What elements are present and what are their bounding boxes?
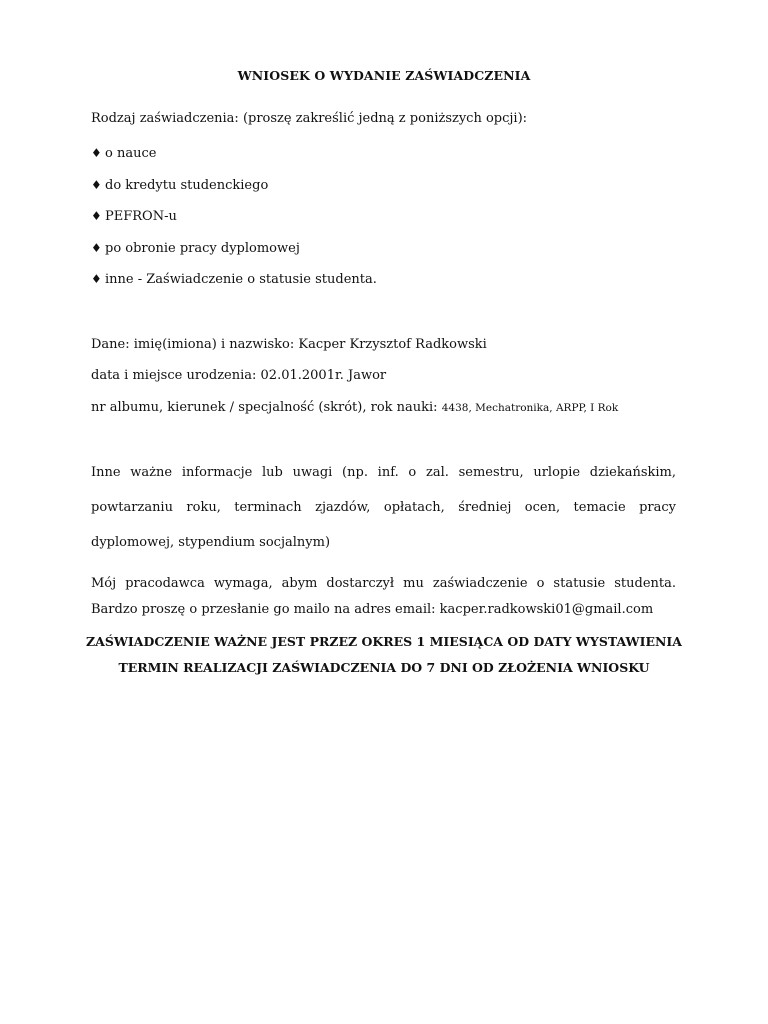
option-label: po obronie pracy dyplomowej (105, 241, 300, 256)
option-label: do kredytu studenckiego (105, 178, 269, 193)
option-o-nauce (91, 146, 156, 161)
certificate-type-prompt: Rodzaj zaświadczenia: (proszę zakreślić jedną z poniższych opcji): (91, 111, 528, 126)
diamond-bullet-icon: ♦ (91, 241, 102, 255)
deadline-notice: TERMIN REALIZACJI ZAŚWIADCZENIA DO 7 DNI OD ZŁOŻENIA WNIOSKU (118, 660, 650, 675)
notes-text-line-1: Mój pracodawca wymaga, abym dostarczył mu zaświadczenie o statusie studenta. (91, 576, 676, 591)
validity-notice: ZAŚWIADCZENIE WAŻNE JEST PRZEZ OKRES 1 MIESIĄCA OD DATY WYSTAWIENIA (86, 634, 682, 649)
album-value: 4438, Mechatronika, ARPP, I Rok (441, 402, 619, 414)
diamond-bullet-icon: ♦ (91, 146, 102, 160)
diamond-bullet-icon: ♦ (91, 209, 102, 223)
notes-prompt-line-3: dyplomowej, stypendium socjalnym) (91, 535, 331, 550)
diamond-bullet-icon: ♦ (91, 272, 102, 286)
option-label: PEFRON-u (105, 209, 177, 224)
document-title: WNIOSEK O WYDANIE ZAŚWIADCZENIA (237, 68, 531, 83)
option-po-obronie (91, 241, 300, 256)
notes-prompt-line-2: powtarzaniu roku, terminach zjazdów, opłatach, średniej ocen, temacie pracy (91, 500, 676, 515)
name-line: Dane: imię(imiona) i nazwisko: Kacper Krzysztof Radkowski (91, 337, 487, 352)
album-label: nr albumu, kierunek / specjalność (skrót), rok nauki: (91, 400, 438, 415)
notes-prompt-line-1: Inne ważne informacje lub uwagi (np. inf. o zal. semestru, urlopie dziekańskim, (91, 465, 676, 480)
option-pefron (91, 209, 177, 224)
notes-text-line-2: Bardzo proszę o przesłanie go mailo na adres email: kacper.radkowski01@gmail.com (91, 602, 654, 617)
album-line (91, 400, 618, 415)
diamond-bullet-icon: ♦ (91, 178, 102, 192)
birth-line: data i miejsce urodzenia: 02.01.2001r. Jawor (91, 368, 387, 383)
option-label: o nauce (105, 146, 157, 161)
option-label: inne - Zaświadczenie o statusie studenta. (105, 272, 377, 287)
option-inne (91, 272, 377, 287)
option-kredyt (91, 178, 268, 193)
